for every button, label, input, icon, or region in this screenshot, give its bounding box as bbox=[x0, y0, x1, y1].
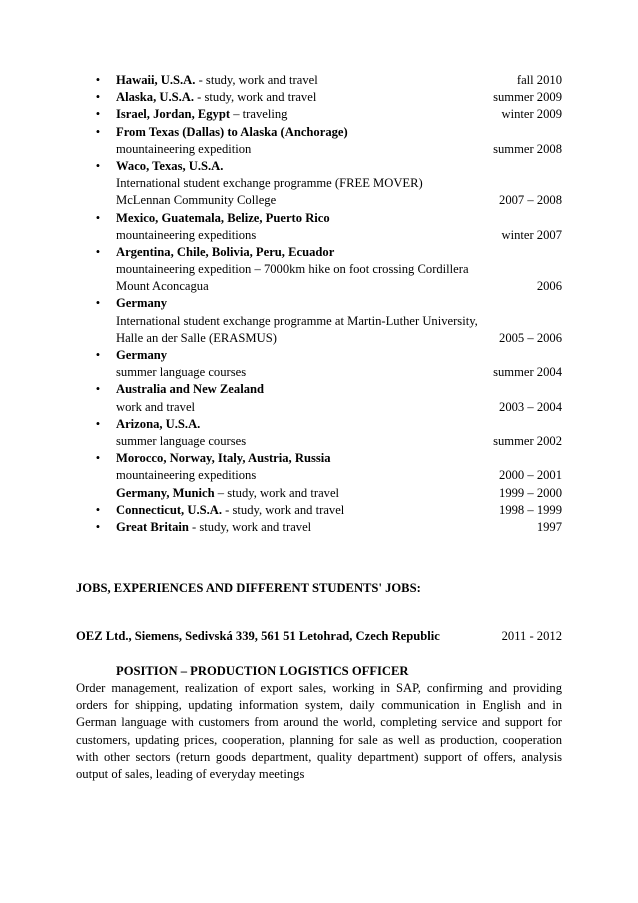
travel-line-text bbox=[116, 433, 246, 450]
bullet-icon: • bbox=[95, 90, 101, 105]
travel-place: Germany bbox=[116, 348, 168, 362]
bullet-icon: • bbox=[95, 348, 101, 362]
travel-line-text bbox=[116, 519, 311, 536]
travel-date: 2005 – 2006 bbox=[499, 330, 562, 345]
travel-entry bbox=[0, 450, 638, 502]
travel-line bbox=[0, 210, 638, 227]
travel-entry bbox=[0, 72, 638, 89]
travel-detail: Mount Aconcagua bbox=[116, 279, 209, 294]
travel-entry bbox=[0, 502, 638, 519]
travel-line-text bbox=[116, 364, 246, 381]
travel-date: summer 2008 bbox=[493, 141, 562, 156]
travel-detail: mountaineering expeditions bbox=[116, 468, 257, 483]
travel-line-text bbox=[116, 278, 209, 295]
bullet-icon: • bbox=[95, 416, 101, 431]
travel-date: 1998 – 1999 bbox=[499, 502, 562, 517]
travel-entry bbox=[0, 244, 638, 296]
travel-list bbox=[0, 72, 638, 536]
travel-line-text bbox=[116, 244, 334, 261]
travel-place: Morocco, Norway, Italy, Austria, Russia bbox=[116, 451, 331, 466]
section-title: JOBS, EXPERIENCES AND DIFFERENT STUDENTS' JOBS: bbox=[76, 581, 421, 595]
travel-line-text bbox=[116, 467, 256, 484]
travel-detail: mountaineering expedition bbox=[116, 141, 252, 156]
travel-detail: summer language courses bbox=[116, 433, 247, 448]
travel-place: Connecticut, U.S.A. bbox=[116, 502, 222, 517]
travel-detail: summer language courses bbox=[116, 365, 247, 380]
travel-line-text bbox=[116, 295, 167, 312]
travel-line bbox=[0, 433, 638, 450]
travel-line bbox=[0, 124, 638, 141]
travel-entry bbox=[0, 124, 638, 158]
travel-line-text bbox=[116, 502, 344, 519]
travel-date: summer 2002 bbox=[493, 433, 562, 448]
bullet-icon: • bbox=[95, 73, 101, 87]
travel-entry bbox=[0, 89, 638, 106]
travel-line bbox=[0, 106, 638, 123]
travel-date: winter 2007 bbox=[501, 227, 562, 242]
travel-date: 2000 – 2001 bbox=[499, 468, 562, 483]
travel-date: 2006 bbox=[536, 279, 562, 294]
travel-place: Waco, Texas, U.S.A. bbox=[116, 158, 224, 173]
travel-place: Mexico, Guatemala, Belize, Puerto Rico bbox=[116, 210, 330, 225]
travel-line-text bbox=[116, 381, 264, 398]
travel-detail: International student exchange programme at Martin-Luther University, bbox=[116, 313, 478, 328]
travel-line-text bbox=[116, 261, 469, 278]
travel-date: 2007 – 2008 bbox=[499, 193, 562, 208]
travel-date: winter 2009 bbox=[501, 107, 562, 122]
travel-detail: International student exchange programme (FREE MOVER) bbox=[116, 176, 423, 191]
travel-line bbox=[0, 450, 638, 467]
travel-line bbox=[0, 227, 638, 244]
travel-date: 1997 bbox=[536, 519, 562, 534]
travel-entry bbox=[0, 210, 638, 244]
travel-line bbox=[0, 295, 638, 312]
bullet-icon: • bbox=[95, 502, 101, 517]
travel-line-text bbox=[116, 124, 348, 141]
travel-line bbox=[0, 72, 638, 89]
travel-line-text bbox=[116, 313, 478, 330]
travel-entry bbox=[0, 416, 638, 450]
travel-entry bbox=[0, 347, 638, 381]
travel-line bbox=[0, 416, 638, 433]
travel-line-text bbox=[116, 450, 331, 467]
travel-line-text bbox=[116, 416, 200, 433]
travel-line bbox=[0, 330, 638, 347]
travel-detail: work and travel bbox=[116, 399, 196, 414]
travel-line bbox=[0, 158, 638, 175]
travel-entry bbox=[0, 519, 638, 536]
travel-place: Germany, Munich bbox=[116, 485, 215, 500]
travel-line-text bbox=[116, 347, 167, 364]
travel-line-text bbox=[116, 210, 330, 227]
travel-entry bbox=[0, 158, 638, 210]
travel-line bbox=[0, 261, 638, 278]
travel-place: Germany bbox=[116, 296, 168, 311]
travel-date: 2003 – 2004 bbox=[499, 399, 562, 414]
travel-detail: – traveling bbox=[230, 107, 288, 122]
bullet-icon: • bbox=[95, 451, 101, 466]
travel-detail: - study, work and travel bbox=[195, 73, 318, 87]
bullet-icon: • bbox=[95, 296, 101, 311]
travel-entry bbox=[0, 106, 638, 123]
job-company: OEZ Ltd., Siemens, Sedivská 339, 561 51 Letohrad, Czech Republic bbox=[76, 629, 440, 643]
travel-detail: mountaineering expeditions bbox=[116, 227, 257, 242]
job-description: Order management, realization of export sales, working in SAP, confirming and providing orders for shipping, updating information system, daily communication in English and in German language with customers from around the world, completing service and support for customers, updating prices, cooperation, planning for sale as well as production, cooperation with other sectors (return goods department, quality department) support of offers, analysis output of sales, leading of everyday meetings bbox=[76, 681, 562, 782]
travel-place: Great Britain bbox=[116, 519, 189, 534]
travel-entry bbox=[0, 295, 638, 347]
bullet-icon: • bbox=[95, 124, 101, 139]
travel-line bbox=[0, 364, 638, 381]
travel-entry bbox=[0, 381, 638, 415]
bullet-icon: • bbox=[95, 244, 101, 259]
travel-line bbox=[0, 313, 638, 330]
travel-line bbox=[0, 278, 638, 295]
travel-detail: – study, work and travel bbox=[214, 485, 340, 500]
travel-line-text bbox=[116, 89, 316, 106]
travel-date: 1999 – 2000 bbox=[499, 485, 562, 500]
travel-line-text bbox=[116, 485, 339, 502]
bullet-icon: • bbox=[95, 519, 101, 534]
travel-line bbox=[0, 399, 638, 416]
job-position: POSITION – PRODUCTION LOGISTICS OFFICER bbox=[116, 664, 409, 678]
travel-line-text bbox=[116, 330, 277, 347]
travel-place: Argentina, Chile, Bolivia, Peru, Ecuador bbox=[116, 244, 335, 259]
travel-place: Alaska, U.S.A. bbox=[116, 90, 195, 105]
travel-line bbox=[0, 519, 638, 536]
travel-line-text bbox=[116, 158, 223, 175]
travel-line bbox=[0, 502, 638, 519]
travel-line-text bbox=[116, 175, 423, 192]
travel-line-text bbox=[116, 227, 256, 244]
bullet-icon: • bbox=[95, 210, 101, 225]
travel-line bbox=[0, 485, 638, 502]
travel-line-text bbox=[116, 399, 195, 416]
travel-line-text bbox=[116, 106, 287, 123]
travel-place: Australia and New Zealand bbox=[116, 382, 264, 397]
travel-line-text bbox=[116, 192, 276, 209]
travel-detail: - study, work and travel bbox=[222, 502, 345, 517]
job-date: 2011 - 2012 bbox=[501, 629, 562, 643]
travel-date: summer 2004 bbox=[493, 365, 562, 380]
travel-place: Israel, Jordan, Egypt bbox=[116, 107, 231, 122]
travel-date: summer 2009 bbox=[493, 90, 562, 105]
travel-detail: - study, work and travel bbox=[188, 519, 312, 534]
travel-place: Arizona, U.S.A. bbox=[116, 416, 201, 431]
travel-place: Hawaii, U.S.A. bbox=[116, 73, 196, 87]
travel-line bbox=[0, 175, 638, 192]
travel-line bbox=[0, 347, 638, 364]
travel-detail: - study, work and travel bbox=[194, 90, 317, 105]
bullet-icon: • bbox=[95, 382, 101, 397]
travel-line bbox=[0, 244, 638, 261]
travel-line bbox=[0, 89, 638, 106]
travel-detail: Halle an der Salle (ERASMUS) bbox=[116, 330, 277, 345]
bullet-icon: • bbox=[95, 107, 101, 122]
travel-place: From Texas (Dallas) to Alaska (Anchorage) bbox=[116, 124, 348, 139]
travel-line-text bbox=[116, 141, 251, 158]
travel-detail: McLennan Community College bbox=[116, 193, 277, 208]
travel-line bbox=[0, 467, 638, 484]
travel-line bbox=[0, 381, 638, 398]
travel-line bbox=[0, 192, 638, 209]
travel-detail: mountaineering expedition – 7000km hike on foot crossing Cordillera bbox=[116, 262, 469, 277]
travel-line-text bbox=[116, 72, 318, 89]
travel-date: fall 2010 bbox=[516, 73, 562, 87]
bullet-icon: • bbox=[95, 158, 101, 173]
travel-line bbox=[0, 141, 638, 158]
